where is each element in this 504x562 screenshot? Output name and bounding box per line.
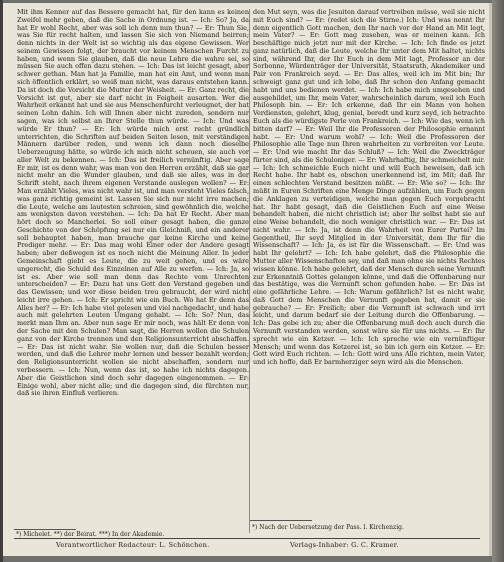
imprint-rule	[14, 538, 480, 539]
column-divider	[249, 9, 250, 533]
footnote-rule-right	[250, 520, 312, 521]
text-column-left	[17, 9, 249, 529]
footnote-left: *) Michelet. **) der Beirat. ***) In der Akademie.	[16, 531, 165, 538]
column-right-paragraph: den Mut seyn, was die Jesuiten darauf vertreiben müsse, weil sie nicht mit Euch sind? — Er: (redet sich die Stirne.) Ich: Und was nennt Ihr denn eigentlich Gott machen, den Ihr nach vor der Hand an Mit legt, mein Vater? — Er: Gott mag zusehen, was er meinen kann. Ich beschäftige mich jetzt nur mit der Kirche. — Ich: Ich finde es jetzt ganz natürlich, daß die Leute, welche Ihr unter dem Mit haltet, nichts sind, während Ihr, der Ihr Euch in dem Mit lagt, Professor an der Sorbonne, Würdenträger der Universität, Staatsrath, Akademiker und Pair von Frankreich seyd. — Er: Das alles, weil ich im Mit bin; Ihr schweigt ganz gut und ich lebe, daß Ihr schon den Anfang gemacht habt und uns bedienen werdet. — Ich: Ich habe mich umgesehen und ausgebildet, um Ihr, mein Vater, wahrscheinlich darum, weil ich Euch Philosoph bin. — Er: Ich erkenne, daß Ihr ein Mann von hohen Verdiensten, gelehrt, klug, genial, beredt und kurz seyd, ich betrachte Euch als die würdigste Perle von Frankreich. — Ich: Wie das, wenn ich bitten darf? — Er: Weil Ihr die Professoren der Philosophie ernannt habt. — Er: Und warum wohl? — Ich: Weil die Professoren der Philosophie alle Tage nun Ihren wahrheiten zu verbreiten vor Leute. — Er: Und wie macht Ihr das Schluß? — Ich: Weil die Zweckträger fürter sind, als die Schuloniger. — Er: Wahrhaftig, Ihr schmeichelt mir. — Ich: Ich schmeichle Euch nicht und will Euch beweisen, daß ich Recht habe. Ihr habt es, obschon unerkennend ist, im Mit; daß Ihr einen schlechten Verstand besitzen müßt. — Er: Wie so? — Ich: Ihr müßt in Euren Schriften eine Menge Dinge aufzählen, um Euch gegen die Anklagen zu verteidigen, welche man gegen Euch vorgebracht hat. Ihr habt gesagt, daß die Geistlichen Euch auf eine Weise behandelt haben, die nicht christlich ist; aber Ihr selbst habt sie auf eine Weise behandelt, die noch weniger christlich war. — Er: Das ist nicht wahr. — Ich: Ja, ist denn die Wahrheit von Eurer Partei? Im Gegentheil, Ihr seyd Mitglied in der Universität, dem Ihr für die Wissenschaft? — Ich: Ja, es ist für die Wissenschaft. — Er: Und was habt Ihr gelehrt? — Ich: Ich habe gelehrt, daß die Philosophie die Mutter aller Wissenschaften sey, und daß man ohne sie nichts Rechtes wissen könne. Ich habe gelehrt, daß der Mensch durch seine Vernunft zur Erkenntniß Gottes gelangen könne, und daß die Offenbarung nur das bestätige, was die Vernunft schon gefunden habe. — Er: Das ist eine gefährliche Lehre. — Ich: Warum gefährlich? Ist es nicht wahr, daß Gott dem Menschen die Vernunft gegeben hat, damit er sie gebrauche? — Er: Freilich; aber die Vernunft ist schwach und irrt leicht, und darum bedarf sie der Leitung durch die Offenbarung. — Ich: Das gebe ich zu; aber die Offenbarung muß doch auch durch die Vernunft verstanden werden, sonst wäre sie für uns nichts. — Er: Ihr sprecht wie ein Ketzer. — Ich: Ich spreche wie ein vernünftiger Mensch; und wenn das Ketzerei ist, so bin ich gern ein Ketzer. — Er: Gott wird Euch richten. — Ich: Gott wird uns Alle richten, mein Vater, und ich hoffe, daß Er barmherziger seyn wird als die Menschen.	[253, 9, 485, 367]
footnote-rule-left	[14, 529, 76, 530]
imprint-editor: Verantwortlicher Redacteur: L. Schönchen.	[56, 541, 210, 549]
imprint-publisher: Verlags-Inhaber: G. C. Kramer.	[290, 541, 399, 549]
page-edge-right	[492, 0, 504, 562]
text-column-right	[253, 9, 485, 529]
column-left-paragraph: Mit ihm Kenner auf das Bessere gemacht hat, für den kann es keinen Zweifel mehr geben, daß die Sache in Ordnung ist. — Ich: So? Ja, da hat Er wohl Recht, aber was soll ich denn nun thun? — Er: Thun Sie, was Sie für recht halten, und lassen Sie sich von Niemand beirren; denn nichts in der Welt ist so wichtig als das eigene Gewissen. Wer seinem Gewissen folgt, der braucht vor keinem Menschen Furcht zu haben, und wenn Sie glauben, daß die neue Lehre die wahre sei, so müssen Sie auch offen dazu stehen. — Ich: Das ist leicht gesagt, aber schwer gethan. Man hat ja Familie, man hat ein Amt, und wenn man sich öffentlich erklärt, so weiß man nicht, was daraus entstehen kann. Da ist doch die Vorsicht die Mutter der Weisheit. — Er: Ganz recht, die Vorsicht ist gut, aber sie darf nicht in Feigheit ausarten. Wer die Wahrheit erkannt hat und sie aus Menschenfurcht verleugnet, der hat seinen Lohn dahin. Ich will Ihnen aber nicht zureden, sondern nur sagen, was ich selbst an Ihrer Stelle thun würde. — Ich: Und was würde Er thun? — Er: Ich würde mich erst recht gründlich unterrichten, die Schriften auf beiden Seiten lesen, mit verständigen Männern darüber reden, und wenn ich dann noch dieselbe Ueberzeugung hätte, so würde ich mich nicht scheuen, sie auch vor aller Welt zu bekennen. — Ich: Das ist freilich vernünftig. Aber sage Er mir, ist es denn wahr, was man von den Herren erzählt, daß sie gar nicht mehr an die Wunder glauben, und daß sie alles, was in der Schrift steht, nach ihrem eigenen Verstande auslegen wollen? — Er: Man erzählt Vieles, was nicht wahr ist, und man versteht Vieles falsch, was ganz richtig gemeint ist. Lassen Sie sich nur nicht irre machen; die Leute, welche am lautesten schreien, sind gewöhnlich die, welche am wenigsten davon verstehen. — Ich: Da hat Er Recht. Aber man hört doch so Mancherlei. So soll einer gesagt haben, die ganze Geschichte von der Schöpfung sei nur ein Gleichniß, und ein anderer soll behauptet haben, man brauche gar keine Kirche und keine Prediger mehr. — Er: Das mag wohl Einer oder der Andere gesagt haben; aber deßwegen ist es noch nicht die Meinung Aller. In jeder Gemeinschaft giebt es Leute, die zu weit gehen, und es wäre ungerecht, die Schuld des Einzelnen auf Alle zu werfen. — Ich: Ja, so ist es. Aber wie soll man denn das Rechte vom Unrechten unterscheiden? — Er: Dazu hat uns Gott den Verstand gegeben und das Gewissen; und wer diese beiden treu gebraucht, der wird nicht leicht irre gehen. — Ich: Er spricht wie ein Buch. Wo hat Er denn das Alles her? — Er: Ich habe viel gelesen und viel nachgedacht, und habe auch mit gelehrten Leuten Umgang gehabt. — Ich: So? Nun, das merkt man Ihm an. Aber nun sage Er mir noch, was hält Er denn von der Sache mit den Schulen? Man sagt, die Herren wollen die Schulen ganz von der Kirche trennen und den Religionsunterricht abschaffen. — Er: Das ist nicht wahr. Sie wollen nur, daß die Schulen besser werden, und daß die Lehrer mehr lernen und besser bezahlt werden; den Religionsunterricht wollen sie nicht abschaffen, sondern nur verbessern. — Ich: Nun, wenn das ist, so habe ich nichts dagegen. Aber die Geistlichen sind doch sehr dagegen eingenommen. — Er: Einige wohl, aber nicht alle; und die dagegen sind, die fürchten nur, daß sie ihren Einfluß verlieren.	[17, 9, 249, 398]
footnote-right: *) Nach der Uebersetzung der Pass. l. Kirchenzig.	[252, 524, 404, 531]
newspaper-page	[3, 3, 492, 556]
